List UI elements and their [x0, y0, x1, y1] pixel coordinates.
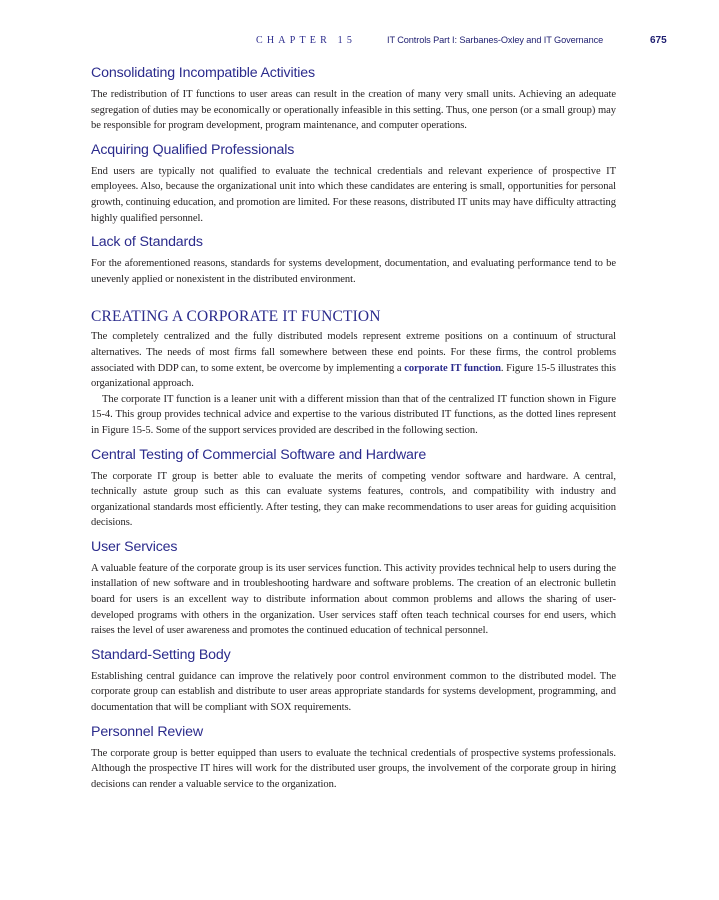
running-head — [0, 35, 719, 49]
paragraph: For the aforementioned reasons, standards for systems development, documentation, and evaluating performance tend to be unevenly applied or nonexistent in the distributed environment. — [91, 258, 616, 285]
section-heading: Acquiring Qualified Professionals — [91, 141, 295, 158]
paragraph — [91, 329, 616, 391]
key-term: corporate IT function — [404, 362, 501, 374]
paragraph-text: The completely centralized and the fully distributed models represent extreme positions on a continuum of structural alternatives. The needs of most firms fall somewhere between these end points. For these firms, the control problems associated with DDP can, to some extent, be overcome by implementing a — [91, 331, 616, 374]
paragraph: The corporate IT group is better able to evaluate the merits of competing vendor software and hardware. A central, technically astute group such as this can evaluate systems features, controls, and compatibility with industry and organizational standards most efficiently. After testing, they can make recommendations to user areas for guiding acquisition decisions. — [91, 470, 616, 529]
page-body — [91, 63, 616, 792]
section-heading: Consolidating Incompatible Activities — [91, 65, 315, 81]
chapter-title: IT Controls Part I: Sarbanes-Oxley and IT Governance — [387, 35, 604, 45]
section-user-services — [91, 537, 616, 639]
section-standard-setting-body — [91, 645, 616, 716]
major-heading: CREATING A CORPORATE IT FUNCTION — [91, 308, 381, 326]
chapter-label: CHAPTER 15 — [256, 35, 357, 46]
section-lack-of-standards — [91, 232, 616, 287]
section-acquiring-qualified-professionals — [91, 140, 616, 226]
section-creating-corporate-it-function — [91, 306, 616, 438]
section-heading: Personnel Review — [91, 723, 203, 740]
paragraph-text: . Figure 15-5 illustrates this organizational approach. — [91, 362, 616, 390]
paragraph: End users are typically not qualified to evaluate the technical credentials and relevant experience of prospective IT employees. Also, because the organizational unit into which these candidates are entering is small, opportunities for personal growth, continuing education, and promotion are limited. For these reasons, distributed IT units may have difficulty attracting highly qualified personnel. — [91, 165, 616, 224]
section-consolidating-incompatible-activities — [91, 63, 616, 134]
section-heading: User Services — [91, 538, 178, 555]
paragraph: The corporate group is better equipped than users to evaluate the technical credentials of prospective systems professionals. Although the prospective IT hires will work for the distributed user groups, the involvement of the corporate group in hiring decisions can render a valuable service to the organization. — [91, 747, 616, 790]
paragraph: A valuable feature of the corporate group is its user services function. This activity provides technical help to users during the installation of new software and in troubleshooting hardware and software problems. The creation of an electronic bulletin board for users is an excellent way to distribute information about common problems and allows the sharing of user-developed programs with others in the organization. User services staff often teach technical courses for end users, which raises the level of user awareness and promotes the continued education of technical personnel. — [91, 562, 616, 637]
section-heading: Lack of Standards — [91, 234, 203, 251]
section-personnel-review — [91, 722, 616, 793]
section-heading: Central Testing of Commercial Software and Hardware — [91, 446, 427, 463]
section-central-testing — [91, 445, 616, 531]
paragraph: The corporate IT function is a leaner unit with a different mission than that of the centralized IT function shown in Figure 15-4. This group provides technical advice and expertise to the various distributed IT functions, as the dotted lines represent in Figure 15-5. Some of the support services provided are described in the following section. — [91, 393, 616, 436]
page-number: 675 — [650, 35, 667, 46]
paragraph: The redistribution of IT functions to user areas can result in the creation of many very small units. Achieving an adequate segregation of duties may be economically or operationally infeasible in this setting. Thus, one person (or a small group) may be responsible for program development, program maintenance, and computer operations. — [91, 89, 616, 132]
section-heading: Standard-Setting Body — [91, 646, 231, 663]
paragraph: Establishing central guidance can improve the relatively poor control environment common to the distributed model. The corporate group can establish and distribute to user areas appropriate standards for systems development, programming, and documentation that will be compliant with SOX requirements. — [91, 670, 616, 714]
